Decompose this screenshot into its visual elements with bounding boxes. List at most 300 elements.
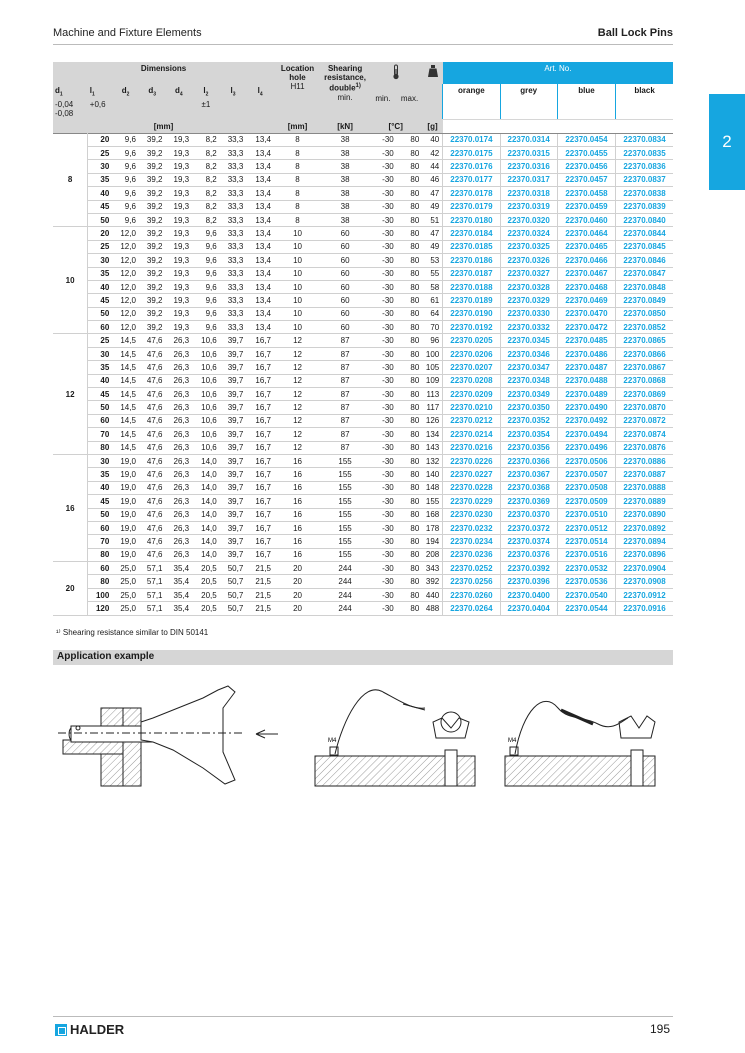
value-cell: -30 [369,481,397,494]
value-cell: 47 [422,227,442,240]
art-no-cell[interactable]: 22370.0472 [557,321,615,334]
value-cell: 10,6 [192,334,220,347]
art-no-cell[interactable]: 22370.0192 [443,321,500,334]
art-no-cell[interactable]: 22370.0869 [616,388,673,401]
value-cell: 33,3 [220,146,247,159]
location-hole-header: Location hole H11 [274,62,321,120]
art-no-cell[interactable]: 22370.0887 [616,468,673,481]
value-cell: 26,3 [166,535,193,548]
table-row [53,173,673,186]
art-no-cell[interactable]: 22370.0459 [557,200,615,213]
value-cell: 19,3 [166,133,193,146]
value-cell: 39,7 [220,334,247,347]
value-cell: -30 [369,535,397,548]
table-row [53,602,673,615]
header-section-title: Machine and Fixture Elements [53,27,202,39]
art-no-cell[interactable]: 22370.0208 [443,374,500,387]
art-no-cell[interactable]: 22370.0178 [443,187,500,200]
art-no-cell[interactable]: 22370.0514 [557,535,615,548]
value-cell: 26,3 [166,508,193,521]
l1-cell: 30 [88,347,113,360]
art-no-cell[interactable]: 22370.0889 [616,495,673,508]
art-no-cell[interactable]: 22370.0314 [500,133,557,146]
value-cell: 38 [321,187,369,200]
art-no-cell[interactable]: 22370.0376 [500,548,557,561]
art-no-cell[interactable]: 22370.0230 [443,508,500,521]
value-cell: 39,7 [220,481,247,494]
value-cell: 19,0 [112,508,139,521]
value-cell: 39,2 [139,173,166,186]
shearing-resistance-header: Shearing resistance, double$^{1)}$ min. [321,62,369,120]
value-cell: 20,5 [192,575,220,588]
art-no-cell[interactable]: 22370.0892 [616,521,673,534]
art-no-cell[interactable]: 22370.0212 [443,414,500,427]
value-cell: 38 [321,160,369,173]
value-cell: 14,0 [192,495,220,508]
value-cell: -30 [369,146,397,159]
l1-cell: 40 [88,374,113,387]
art-no-cell[interactable]: 22370.0488 [557,374,615,387]
art-no-cell[interactable]: 22370.0354 [500,428,557,441]
table-row [53,227,673,240]
art-no-cell[interactable]: 22370.0264 [443,602,500,615]
art-no-cell[interactable]: 22370.0325 [500,240,557,253]
value-cell: 20,5 [192,588,220,601]
value-cell: 16 [274,454,321,467]
value-cell: -30 [369,160,397,173]
art-no-cell[interactable]: 22370.0506 [557,454,615,467]
art-no-cell[interactable]: 22370.0366 [500,454,557,467]
art-no-cell[interactable]: 22370.0396 [500,575,557,588]
art-no-cell[interactable]: 22370.0209 [443,388,500,401]
art-no-cell[interactable]: 22370.0369 [500,495,557,508]
value-cell: 10 [274,227,321,240]
value-cell: 80 [397,347,423,360]
value-cell: 16,7 [246,508,274,521]
value-cell: 16,7 [246,334,274,347]
l1-cell: 60 [88,562,113,575]
value-cell: 134 [422,428,442,441]
art-no-cell[interactable]: 22370.0486 [557,347,615,360]
art-no-cell[interactable]: 22370.0868 [616,374,673,387]
l1-cell: 50 [88,213,113,226]
art-no-cell[interactable]: 22370.0458 [557,187,615,200]
value-cell: 12 [274,334,321,347]
value-cell: -30 [369,441,397,454]
art-no-cell[interactable]: 22370.0347 [500,361,557,374]
color-blue-header: blue [557,84,615,120]
art-no-cell[interactable]: 22370.0507 [557,468,615,481]
value-cell: 13,4 [246,187,274,200]
art-no-cell[interactable]: 22370.0888 [616,481,673,494]
l4-header: $l_4$ [246,84,274,120]
value-cell: 39,2 [139,294,166,307]
l1-cell: 80 [88,441,113,454]
value-cell: 19,3 [166,187,193,200]
value-cell: 117 [422,401,442,414]
art-no-cell[interactable]: 22370.0847 [616,267,673,280]
value-cell: 39,2 [139,321,166,334]
l1-cell: 25 [88,334,113,347]
art-no-cell[interactable]: 22370.0457 [557,173,615,186]
art-no-cell[interactable]: 22370.0315 [500,146,557,159]
art-no-cell[interactable]: 22370.0455 [557,146,615,159]
value-cell: 57,1 [139,575,166,588]
art-no-cell[interactable]: 22370.0466 [557,254,615,267]
art-no-cell[interactable]: 22370.0467 [557,267,615,280]
art-no-cell[interactable]: 22370.0392 [500,562,557,575]
art-no-cell[interactable]: 22370.0320 [500,213,557,226]
art-no-cell[interactable]: 22370.0234 [443,535,500,548]
art-no-cell[interactable]: 22370.0896 [616,548,673,561]
art-no-cell[interactable]: 22370.0349 [500,388,557,401]
value-cell: 13,4 [246,200,274,213]
value-cell: 12,0 [112,240,139,253]
art-no-cell[interactable]: 22370.0866 [616,347,673,360]
value-cell: 19,0 [112,481,139,494]
art-no-cell[interactable]: 22370.0874 [616,428,673,441]
art-no-cell[interactable]: 22370.0206 [443,347,500,360]
art-no-cell[interactable]: 22370.0184 [443,227,500,240]
value-cell: 47,6 [139,414,166,427]
art-no-cell[interactable]: 22370.0850 [616,307,673,320]
value-cell: 80 [397,481,423,494]
art-no-cell[interactable]: 22370.0404 [500,602,557,615]
pin-section-drawing [58,686,278,786]
art-no-cell[interactable]: 22370.0175 [443,146,500,159]
value-cell: -30 [369,521,397,534]
art-no-cell[interactable]: 22370.0870 [616,401,673,414]
value-cell: 80 [397,160,423,173]
art-no-cell[interactable]: 22370.0852 [616,321,673,334]
art-no-cell[interactable]: 22370.0867 [616,361,673,374]
value-cell: 35,4 [166,562,193,575]
art-no-cell[interactable]: 22370.0318 [500,187,557,200]
art-no-cell[interactable]: 22370.0886 [616,454,673,467]
art-no-cell[interactable]: 22370.0332 [500,321,557,334]
value-cell: 14,0 [192,454,220,467]
art-no-cell[interactable]: 22370.0346 [500,347,557,360]
art-no-cell[interactable]: 22370.0469 [557,294,615,307]
art-no-cell[interactable]: 22370.0328 [500,280,557,293]
art-no-cell[interactable]: 22370.0908 [616,575,673,588]
l1-cell: 45 [88,495,113,508]
value-cell: 87 [321,441,369,454]
art-no-cell[interactable]: 22370.0512 [557,521,615,534]
value-cell: 80 [397,441,423,454]
art-no-cell[interactable]: 22370.0460 [557,213,615,226]
l1-cell: 25 [88,240,113,253]
d4-header: $d_4$ [166,84,193,120]
value-cell: 57,1 [139,588,166,601]
value-cell: 8 [274,133,321,146]
art-no-cell[interactable]: 22370.0916 [616,602,673,615]
art-no-cell[interactable]: 22370.0536 [557,575,615,588]
value-cell: 80 [397,588,423,601]
art-no-cell[interactable]: 22370.0837 [616,173,673,186]
art-no-cell[interactable]: 22370.0845 [616,240,673,253]
art-no-cell[interactable]: 22370.0227 [443,468,500,481]
value-cell: 9,6 [112,146,139,159]
value-cell: 80 [397,388,423,401]
value-cell: -30 [369,240,397,253]
art-no-cell[interactable]: 22370.0510 [557,508,615,521]
value-cell: 39,7 [220,495,247,508]
application-example-heading: Application example [53,650,673,665]
art-no-cell[interactable]: 22370.0214 [443,428,500,441]
value-cell: 80 [397,280,423,293]
value-cell: 9,6 [192,240,220,253]
value-cell: 14,0 [192,508,220,521]
l1-cell: 30 [88,454,113,467]
value-cell: 16 [274,521,321,534]
art-no-cell[interactable]: 22370.0205 [443,334,500,347]
art-no-cell[interactable]: 22370.0252 [443,562,500,575]
art-no-cell[interactable]: 22370.0509 [557,495,615,508]
value-cell: 19,0 [112,495,139,508]
art-no-cell[interactable]: 22370.0210 [443,401,500,414]
art-no-cell[interactable]: 22370.0872 [616,414,673,427]
table-row [53,160,673,173]
l1-cell: 25 [88,146,113,159]
art-no-cell[interactable]: 22370.0228 [443,481,500,494]
table-row [53,213,673,226]
value-cell: 10 [274,267,321,280]
value-cell: 47,6 [139,374,166,387]
art-no-cell[interactable]: 22370.0839 [616,200,673,213]
art-no-cell[interactable]: 22370.0317 [500,173,557,186]
value-cell: 49 [422,200,442,213]
art-no-cell[interactable]: 22370.0532 [557,562,615,575]
art-no-cell[interactable]: 22370.0876 [616,441,673,454]
value-cell: 155 [321,521,369,534]
value-cell: -30 [369,454,397,467]
l1-cell: 40 [88,187,113,200]
value-cell: -30 [369,133,397,146]
value-cell: 19,0 [112,468,139,481]
value-cell: 60 [321,267,369,280]
art-no-cell[interactable]: 22370.0232 [443,521,500,534]
value-cell: 39,7 [220,374,247,387]
value-cell: 33,3 [220,307,247,320]
value-cell: 35,4 [166,588,193,601]
art-no-cell[interactable]: 22370.0236 [443,548,500,561]
art-no-cell[interactable]: 22370.0400 [500,588,557,601]
art-no-cell[interactable]: 22370.0464 [557,227,615,240]
chapter-tab[interactable]: 2 [709,94,745,190]
value-cell: 14,5 [112,347,139,360]
value-cell: 13,4 [246,213,274,226]
value-cell: 33,3 [220,254,247,267]
art-no-cell[interactable]: 22370.0326 [500,254,557,267]
art-no-cell[interactable]: 22370.0838 [616,187,673,200]
art-no-cell[interactable]: 22370.0844 [616,227,673,240]
art-no-cell[interactable]: 22370.0179 [443,200,500,213]
value-cell: 39,2 [139,187,166,200]
art-no-cell[interactable]: 22370.0894 [616,535,673,548]
l3-header: $l_3$ [220,84,247,120]
art-no-cell[interactable]: 22370.0226 [443,454,500,467]
value-cell: 9,6 [112,160,139,173]
art-no-cell[interactable]: 22370.0490 [557,401,615,414]
art-no-cell[interactable]: 22370.0350 [500,401,557,414]
value-cell: 49 [422,240,442,253]
art-no-cell[interactable]: 22370.0348 [500,374,557,387]
value-cell: 155 [321,548,369,561]
value-cell: 39,7 [220,347,247,360]
art-no-cell[interactable]: 22370.0176 [443,160,500,173]
art-no-cell[interactable]: 22370.0189 [443,294,500,307]
value-cell: 38 [321,213,369,226]
value-cell: 13,4 [246,160,274,173]
value-cell: 19,0 [112,548,139,561]
art-no-cell[interactable]: 22370.0904 [616,562,673,575]
art-no-cell[interactable]: 22370.0374 [500,535,557,548]
art-no-cell[interactable]: 22370.0256 [443,575,500,588]
art-no-cell[interactable]: 22370.0836 [616,160,673,173]
art-no-cell[interactable]: 22370.0180 [443,213,500,226]
value-cell: 12,0 [112,307,139,320]
value-cell: 155 [321,535,369,548]
l1-cell: 70 [88,428,113,441]
value-cell: 26,3 [166,347,193,360]
art-no-cell[interactable]: 22370.0185 [443,240,500,253]
value-cell: 14,0 [192,481,220,494]
table-row [53,588,673,601]
art-no-cell[interactable]: 22370.0494 [557,428,615,441]
art-no-cell[interactable]: 22370.0508 [557,481,615,494]
art-no-cell[interactable]: 22370.0190 [443,307,500,320]
value-cell: -30 [369,548,397,561]
l1-cell: 50 [88,508,113,521]
temp-min-header: min. [369,84,397,120]
table-row [53,240,673,253]
art-no-cell[interactable]: 22370.0846 [616,254,673,267]
art-no-cell[interactable]: 22370.0840 [616,213,673,226]
art-no-cell[interactable]: 22370.0865 [616,334,673,347]
art-no-cell[interactable]: 22370.0834 [616,133,673,146]
art-no-cell[interactable]: 22370.0229 [443,495,500,508]
value-cell: 20,5 [192,602,220,615]
value-cell: 47,6 [139,468,166,481]
table-row [53,454,673,467]
art-no-cell[interactable]: 22370.0216 [443,441,500,454]
art-no-cell[interactable]: 22370.0489 [557,388,615,401]
art-no-cell[interactable]: 22370.0848 [616,280,673,293]
value-cell: 57,1 [139,602,166,615]
art-no-cell[interactable]: 22370.0177 [443,173,500,186]
art-no-cell[interactable]: 22370.0516 [557,548,615,561]
value-cell: 47,6 [139,508,166,521]
l1-cell: 30 [88,254,113,267]
art-no-cell[interactable]: 22370.0485 [557,334,615,347]
art-no-cell[interactable]: 22370.0492 [557,414,615,427]
art-no-cell[interactable]: 22370.0356 [500,441,557,454]
art-no-cell[interactable]: 22370.0487 [557,361,615,374]
value-cell: 9,6 [112,133,139,146]
value-cell: 25,0 [112,562,139,575]
value-cell: 12 [274,401,321,414]
value-cell: 143 [422,441,442,454]
value-cell: 10 [274,240,321,253]
art-no-cell[interactable]: 22370.0544 [557,602,615,615]
l1-cell: 40 [88,280,113,293]
art-no-cell[interactable]: 22370.0372 [500,521,557,534]
value-cell: 26,3 [166,374,193,387]
value-cell: -30 [369,213,397,226]
art-no-cell[interactable]: 22370.0345 [500,334,557,347]
value-cell: 61 [422,294,442,307]
art-no-cell[interactable]: 22370.0370 [500,508,557,521]
art-no-cell[interactable]: 22370.0835 [616,146,673,159]
art-no-cell[interactable]: 22370.0324 [500,227,557,240]
art-no-cell[interactable]: 22370.0329 [500,294,557,307]
art-no-cell[interactable]: 22370.0174 [443,133,500,146]
art-no-cell[interactable]: 22370.0912 [616,588,673,601]
art-no-cell[interactable]: 22370.0456 [557,160,615,173]
value-cell: 50,7 [220,602,247,615]
l1-cell: 60 [88,321,113,334]
value-cell: 16,7 [246,361,274,374]
value-cell: 80 [397,187,423,200]
value-cell: 26,3 [166,361,193,374]
art-no-cell[interactable]: 22370.0540 [557,588,615,601]
value-cell: 87 [321,361,369,374]
art-no-header: Art. No. [443,62,673,84]
value-cell: 8,2 [192,160,220,173]
art-no-cell[interactable]: 22370.0470 [557,307,615,320]
art-no-cell[interactable]: 22370.0496 [557,441,615,454]
value-cell: 14,0 [192,468,220,481]
value-cell: 44 [422,160,442,173]
l1-header: $l_1$ +0,6 [88,84,113,120]
art-no-cell[interactable]: 22370.0327 [500,267,557,280]
value-cell: 42 [422,146,442,159]
art-no-cell[interactable]: 22370.0316 [500,160,557,173]
art-no-cell[interactable]: 22370.0186 [443,254,500,267]
art-no-cell[interactable]: 22370.0468 [557,280,615,293]
art-no-cell[interactable]: 22370.0319 [500,200,557,213]
art-no-cell[interactable]: 22370.0368 [500,481,557,494]
table-row [53,521,673,534]
value-cell: 80 [397,562,423,575]
art-no-cell[interactable]: 22370.0367 [500,468,557,481]
art-no-cell[interactable]: 22370.0890 [616,508,673,521]
art-no-cell[interactable]: 22370.0260 [443,588,500,601]
value-cell: 50,7 [220,588,247,601]
value-cell: 16 [274,548,321,561]
art-no-cell[interactable]: 22370.0187 [443,267,500,280]
value-cell: 19,0 [112,521,139,534]
value-cell: -30 [369,401,397,414]
value-cell: 26,3 [166,454,193,467]
art-no-cell[interactable]: 22370.0330 [500,307,557,320]
value-cell: 16,7 [246,468,274,481]
value-cell: 39,2 [139,213,166,226]
value-cell: 8,2 [192,213,220,226]
art-no-cell[interactable]: 22370.0207 [443,361,500,374]
value-cell: 87 [321,414,369,427]
art-no-cell[interactable]: 22370.0849 [616,294,673,307]
value-cell: 8,2 [192,200,220,213]
art-no-cell[interactable]: 22370.0188 [443,280,500,293]
halder-logo-icon [55,1024,67,1036]
value-cell: 12,0 [112,254,139,267]
value-cell: 47,6 [139,441,166,454]
art-no-cell[interactable]: 22370.0352 [500,414,557,427]
art-no-cell[interactable]: 22370.0465 [557,240,615,253]
art-no-cell[interactable]: 22370.0454 [557,133,615,146]
